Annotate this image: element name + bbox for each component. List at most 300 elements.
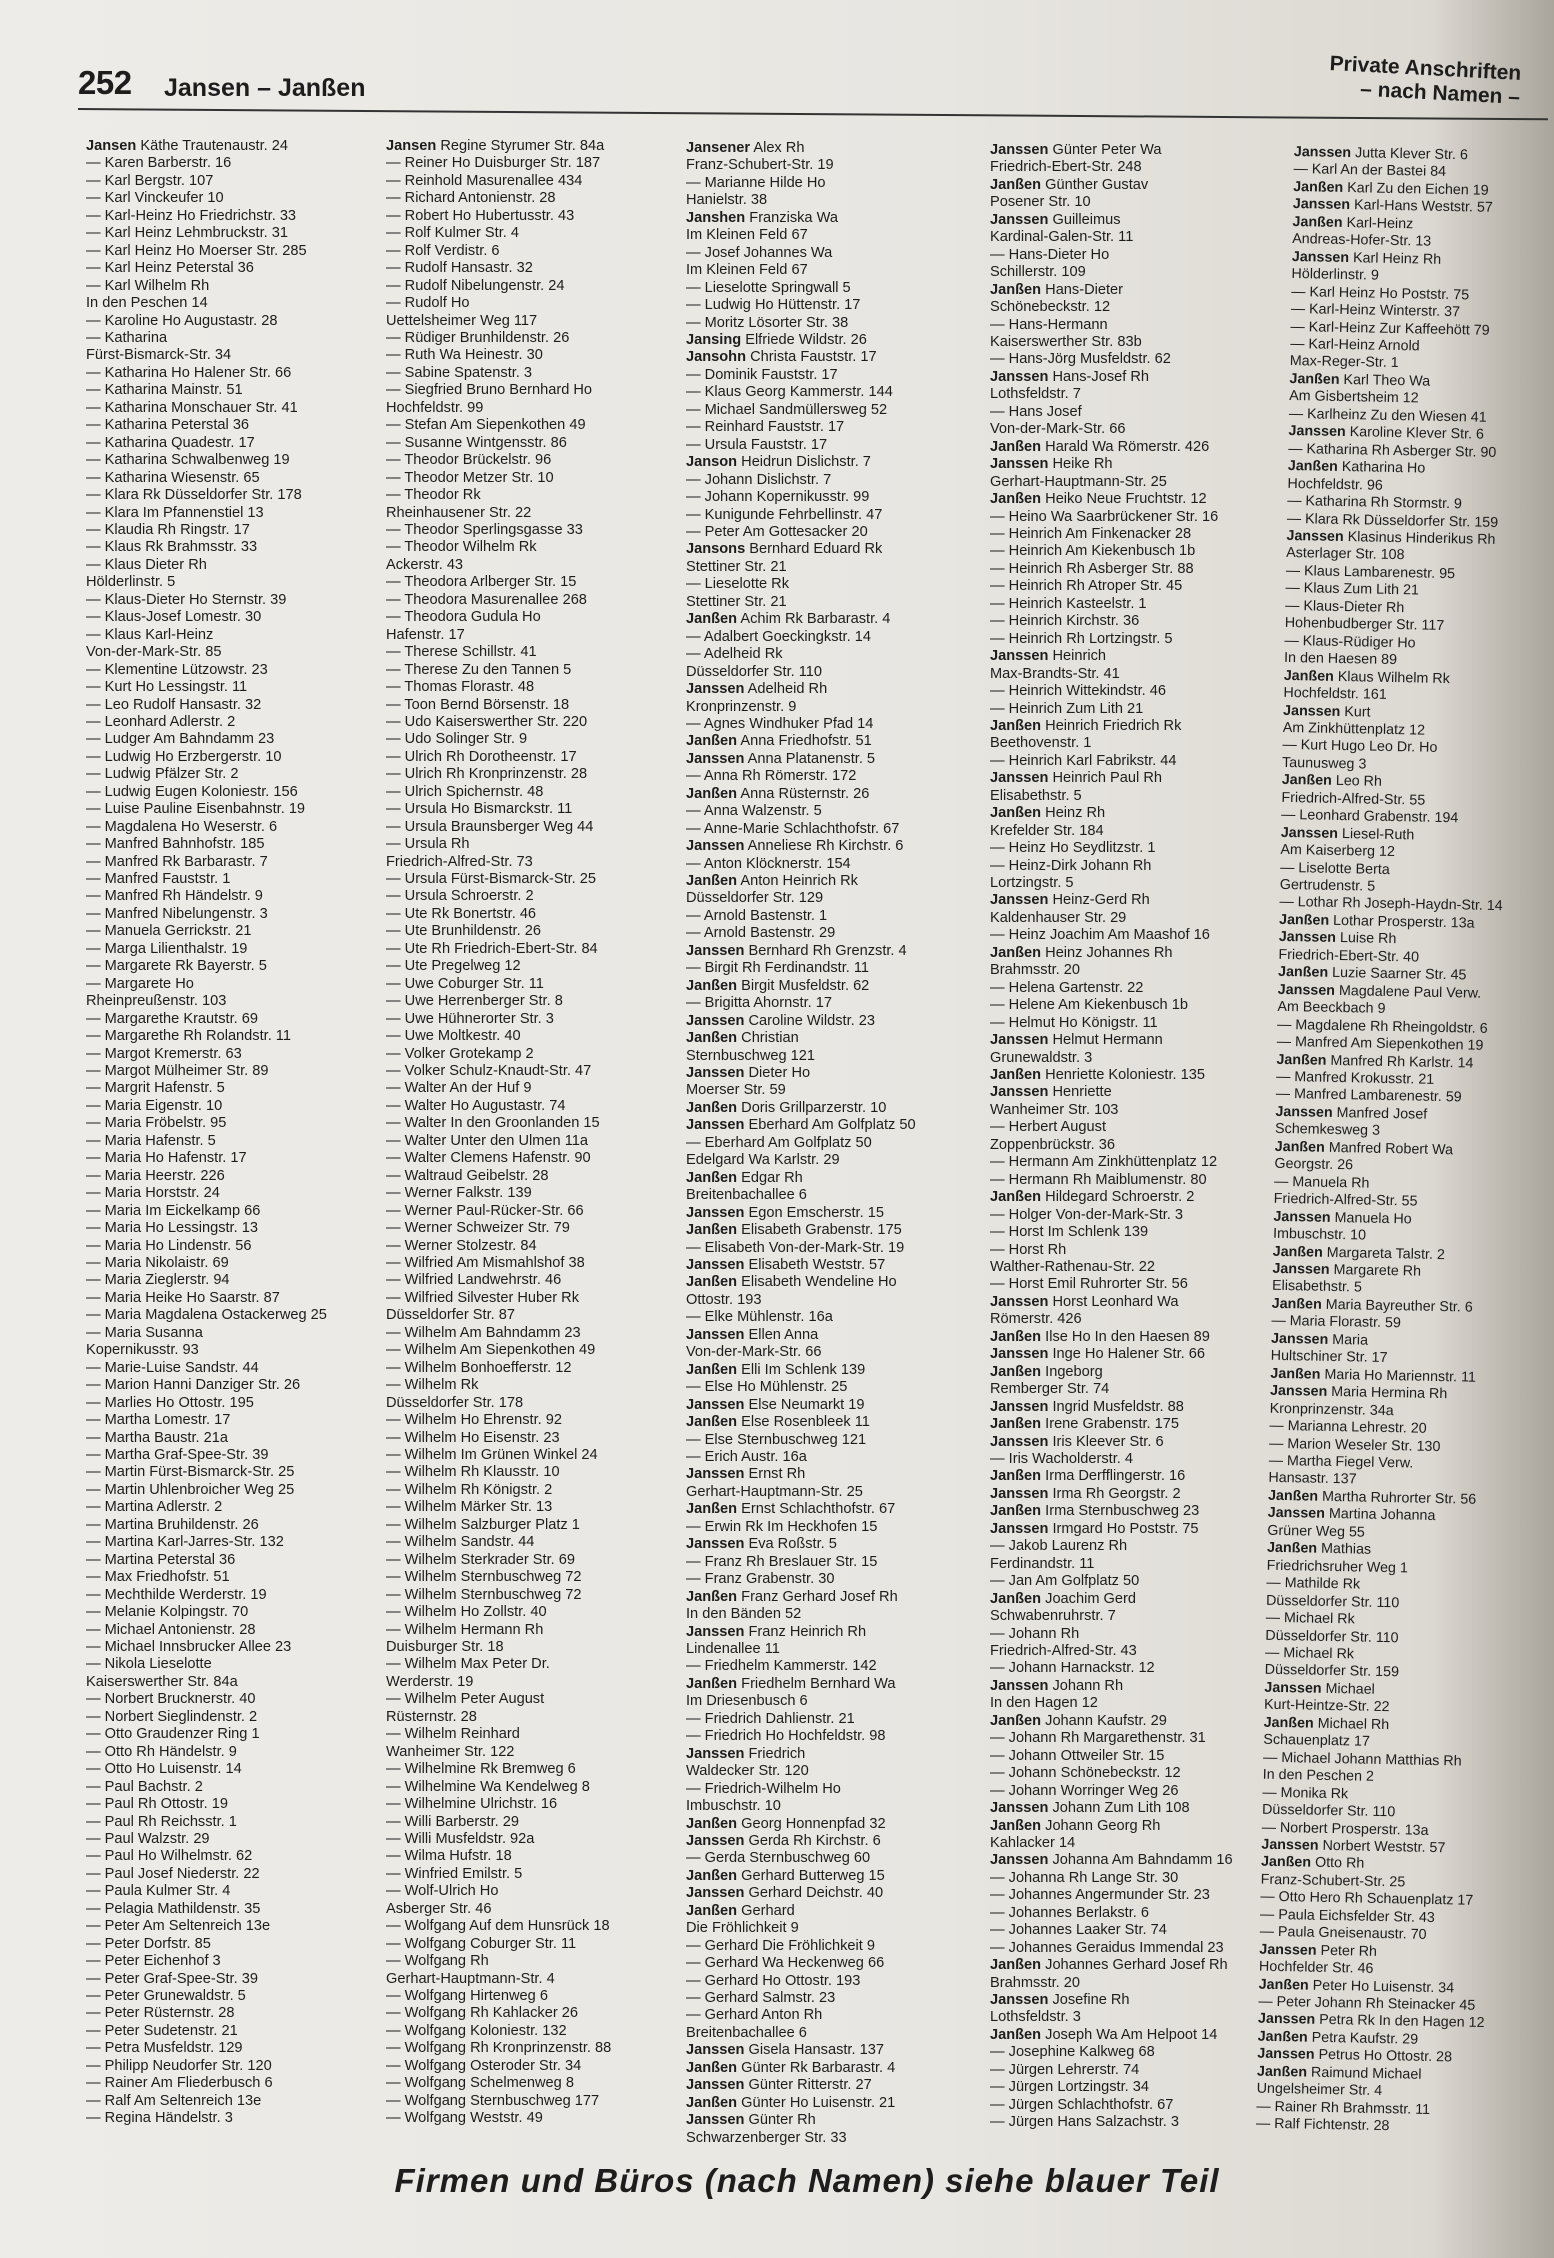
- directory-entry: [686, 629, 982, 646]
- entry-surname: Janson: [686, 454, 738, 471]
- entry-text: Achim Rk Barbarastr. 4: [737, 611, 891, 628]
- directory-entry: [386, 697, 682, 714]
- directory-entry: [86, 836, 382, 853]
- directory-entry: [86, 1831, 382, 1848]
- entry-text: — Dominik Fauststr. 17: [686, 366, 838, 383]
- entry-text: — Magdalena Ho Weserstr. 6: [86, 818, 278, 835]
- directory-entry: [86, 155, 382, 172]
- directory-entry: [990, 1102, 1286, 1119]
- entry-text: — Klara Rk Düsseldorfer Str. 178: [86, 487, 302, 504]
- directory-entry: [386, 1587, 682, 1604]
- entry-text: — Lothar Rh Joseph-Haydn-Str. 14: [1279, 894, 1503, 915]
- entry-surname: Janßen: [990, 438, 1042, 455]
- entry-text: — Walter In den Groonlanden 15: [386, 1115, 600, 1132]
- entry-text: — Wilhelm Max Peter Dr.: [386, 1656, 550, 1673]
- entry-text: — Leo Rudolf Hansastr. 32: [86, 696, 262, 713]
- directory-entry: [86, 1639, 382, 1656]
- entry-text: — Peter Am Gottesacker 20: [686, 523, 868, 540]
- directory-entry: [686, 1606, 982, 1623]
- directory-entry: [86, 1953, 382, 1970]
- directory-entry: [990, 1137, 1286, 1154]
- directory-entry: [86, 1028, 382, 1045]
- entry-surname: Janßen: [1260, 1854, 1312, 1872]
- directory-entry: [686, 1205, 982, 1222]
- entry-text: — Max Friedhofstr. 51: [86, 1569, 230, 1586]
- entry-text: Franz-Schubert-Str. 25: [1260, 1871, 1406, 1891]
- directory-entry: [86, 243, 382, 260]
- entry-surname: Janßen: [686, 1099, 738, 1116]
- directory-entry: [686, 1414, 982, 1431]
- entry-text: — Werner Paul-Rücker-Str. 66: [386, 1202, 584, 1219]
- entry-surname: Janssen: [686, 1012, 745, 1029]
- entry-text: Friedrich-Alfred-Str. 43: [990, 1642, 1137, 1659]
- entry-text: Hohenbudberger Str. 117: [1284, 615, 1445, 635]
- entry-text: — Wilhelm Im Grünen Winkel 24: [386, 1446, 598, 1463]
- directory-entry: [686, 507, 982, 524]
- directory-entry: [86, 1779, 382, 1796]
- directory-entry: [686, 1065, 982, 1082]
- entry-surname: Janßen: [1289, 370, 1340, 388]
- directory-entry: [86, 731, 382, 748]
- directory-entry: [386, 1936, 682, 1953]
- entry-text: Kurt: [1340, 703, 1371, 721]
- entry-text: Imbuschstr. 10: [686, 1798, 781, 1815]
- entry-text: — Maria Susanna: [86, 1324, 203, 1341]
- directory-entry: [86, 1499, 382, 1516]
- directory-entry: [686, 2042, 982, 2059]
- entry-text: Lothsfeldstr. 7: [990, 386, 1081, 403]
- page-header: [78, 51, 1538, 110]
- entry-text: — Theodor Metzer Str. 10: [386, 469, 554, 486]
- directory-entry: [386, 1150, 682, 1167]
- directory-entry: [386, 906, 682, 923]
- directory-entry: [386, 487, 682, 504]
- directory-entry: [386, 1831, 682, 1848]
- directory-entry: [990, 858, 1286, 875]
- entry-text: — Friedrich Dahlienstr. 21: [686, 1710, 855, 1727]
- entry-text: — Werner Schweizer Str. 79: [386, 1220, 570, 1237]
- directory-entry: [990, 1626, 1286, 1643]
- directory-entry: [86, 400, 382, 417]
- entry-surname: Janßen: [1276, 1051, 1327, 1069]
- entry-text: In den Peschen 2: [1262, 1766, 1375, 1785]
- entry-text: — Klaudia Rh Ringstr. 17: [86, 521, 250, 538]
- entry-text: — Maria Ho Hafenstr. 17: [86, 1150, 247, 1167]
- entry-surname: Janßen: [686, 1902, 738, 1919]
- entry-text: — Siegfried Bruno Bernhard Ho: [386, 382, 593, 399]
- entry-text: — Wilhelm Ho Zollstr. 40: [386, 1604, 547, 1621]
- directory-entry: [86, 1796, 382, 1813]
- directory-entry: [990, 1521, 1286, 1538]
- entry-text: Martina Johanna: [1324, 1506, 1436, 1525]
- directory-entry: [990, 631, 1286, 648]
- directory-entry: [86, 923, 382, 940]
- directory-entry: [686, 332, 982, 349]
- entry-text: Karl-Heinz: [1342, 214, 1414, 233]
- entry-text: — Martha Fiegel Verw.: [1268, 1452, 1414, 1472]
- entry-surname: Janßen: [686, 873, 738, 890]
- directory-entry: [386, 155, 682, 172]
- directory-entry: [86, 749, 382, 766]
- directory-entry: [386, 1342, 682, 1359]
- directory-entry: [686, 1082, 982, 1099]
- directory-entry: [686, 1798, 982, 1815]
- entry-text: — Klara Im Pfannenstiel 13: [86, 504, 264, 521]
- directory-entry: [990, 1364, 1286, 1381]
- entry-text: Ilse Ho In den Haesen 89: [1041, 1328, 1210, 1345]
- entry-text: — Johannes Laaker Str. 74: [990, 1922, 1167, 1939]
- entry-text: — Helmut Ho Königstr. 11: [990, 1014, 1158, 1031]
- entry-text: — Hans-Dieter Ho: [990, 246, 1110, 263]
- directory-entry: [686, 856, 982, 873]
- directory-entry: [990, 1207, 1286, 1224]
- entry-text: Friedrich-Ebert-Str. 40: [1278, 946, 1420, 966]
- directory-entry: [386, 1674, 682, 1691]
- entry-text: — Paula Gneisenaustr. 70: [1259, 1923, 1427, 1944]
- entry-surname: Janssen: [686, 1832, 745, 1849]
- directory-entry: [990, 194, 1286, 211]
- entry-text: — Richard Antonienstr. 28: [386, 190, 556, 207]
- directory-entry: [86, 574, 382, 591]
- directory-entry: [86, 1622, 382, 1639]
- entry-text: — Paul Walzstr. 29: [86, 1830, 210, 1847]
- directory-entry: [386, 2040, 682, 2057]
- entry-text: — Uwe Coburger Str. 11: [386, 975, 544, 992]
- entry-text: — Heinz Joachim Am Maashof 16: [990, 927, 1210, 944]
- directory-entry: [86, 1656, 382, 1673]
- entry-text: Manuela Ho: [1330, 1209, 1412, 1228]
- directory-entry: [386, 1482, 682, 1499]
- entry-text: — Marie-Luise Sandstr. 44: [86, 1359, 259, 1376]
- directory-entry: [990, 1067, 1286, 1084]
- entry-text: — Katharina Wiesenstr. 65: [86, 469, 260, 486]
- entry-text: — Peter Sudetenstr. 21: [86, 2022, 238, 2039]
- entry-text: — Karoline Ho Augustastr. 28: [86, 312, 278, 329]
- entry-surname: Janßen: [990, 1712, 1042, 1729]
- directory-entry: [86, 452, 382, 469]
- entry-surname: Jansen: [386, 138, 437, 154]
- entry-text: Gerda Rh Kirchstr. 6: [744, 1832, 881, 1849]
- directory-entry: [86, 714, 382, 731]
- entry-text: Eberhard Am Golfplatz 50: [744, 1117, 916, 1134]
- directory-entry: [686, 1641, 982, 1658]
- entry-text: — Michael Antonienstr. 28: [86, 1621, 256, 1638]
- directory-entry: [86, 888, 382, 905]
- entry-surname: Janssen: [1273, 1208, 1331, 1226]
- entry-text: Ernst Rh: [744, 1466, 806, 1483]
- directory-entry: [990, 1643, 1286, 1660]
- directory-entry: [86, 609, 382, 626]
- entry-surname: Janßen: [1278, 911, 1330, 929]
- directory-entry: [386, 295, 682, 312]
- entry-text: — Johannes Berlakstr. 6: [990, 1904, 1149, 1921]
- entry-text: — Johann Dislichstr. 7: [686, 471, 832, 488]
- entry-text: — Jürgen Lehrerstr. 74: [990, 2061, 1140, 2078]
- entry-text: — Ludger Am Bahndamm 23: [86, 731, 275, 748]
- directory-entry: [86, 854, 382, 871]
- directory-entry: [686, 1990, 982, 2007]
- entry-text: Am Kaiserberg 12: [1280, 841, 1396, 861]
- entry-surname: Jansohn: [686, 349, 747, 366]
- directory-entry: [686, 1257, 982, 1274]
- entry-surname: Janssen: [1267, 1505, 1326, 1523]
- directory-entry: [990, 683, 1286, 700]
- entry-surname: Janssen: [686, 1466, 745, 1483]
- entry-text: — Kunigunde Fehrbellinstr. 47: [686, 506, 883, 523]
- directory-entry: [86, 505, 382, 522]
- entry-surname: Janßen: [1281, 772, 1332, 790]
- directory-entry: [990, 578, 1286, 595]
- directory-entry: [990, 788, 1286, 805]
- directory-entry: [686, 1920, 982, 1937]
- directory-entry: [686, 1327, 982, 1344]
- directory-entry: [990, 1486, 1286, 1503]
- directory-entry: [86, 1604, 382, 1621]
- entry-text: — Klaus Rk Brahmsstr. 33: [86, 539, 258, 556]
- entry-text: — Horst Rh: [990, 1241, 1067, 1258]
- entry-surname: Janssen: [686, 2042, 745, 2059]
- entry-text: — Luise Pauline Eisenbahnstr. 19: [86, 801, 306, 818]
- entry-text: — Karl-Heinz Zur Kaffeehött 79: [1290, 318, 1490, 339]
- directory-entry: [990, 1224, 1286, 1241]
- directory-entry: [990, 1678, 1286, 1695]
- entry-surname: Janßen: [1277, 964, 1329, 982]
- entry-text: Manfred Rh Karlstr. 14: [1326, 1052, 1474, 1072]
- directory-entry: [990, 1695, 1286, 1712]
- entry-text: — Horst Emil Ruhrorter Str. 56: [990, 1276, 1188, 1293]
- directory-entry: [386, 749, 682, 766]
- directory-entry: [386, 330, 682, 347]
- directory-entry: [990, 1416, 1286, 1433]
- directory-entry: [86, 1464, 382, 1481]
- entry-text: Liesel-Ruth: [1337, 825, 1415, 844]
- entry-text: — Karl Vinckeufer 10: [86, 190, 224, 207]
- directory-entry: [86, 1883, 382, 1900]
- entry-text: — Theodor Brückelstr. 96: [386, 452, 552, 469]
- directory-entry: [386, 574, 682, 591]
- entry-text: Birgit Musfeldstr. 62: [737, 977, 870, 994]
- directory-entry: [86, 225, 382, 242]
- entry-text: — Ursula Braunsberger Weg 44: [386, 818, 594, 835]
- entry-text: Irene Grabenstr. 175: [1041, 1416, 1180, 1433]
- entry-text: Sternbuschweg 121: [686, 1047, 815, 1064]
- entry-text: — Franz Grabenstr. 30: [686, 1571, 835, 1588]
- entry-text: Johannes Gerhard Josef Rh: [1041, 1957, 1228, 1974]
- entry-text: Raimund Michael: [1306, 2064, 1422, 2083]
- entry-surname: Janssen: [990, 1346, 1049, 1363]
- entry-text: — Paul Bachstr. 2: [86, 1778, 203, 1795]
- entry-text: — Maria Fröbelstr. 95: [86, 1115, 227, 1132]
- directory-entry: [86, 941, 382, 958]
- directory-entry: [990, 386, 1286, 403]
- entry-text: — Helena Gartenstr. 22: [990, 979, 1144, 996]
- entry-text: Hochfeldstr. 99: [386, 399, 484, 416]
- entry-text: — Martin Fürst-Bismarck-Str. 25: [86, 1464, 295, 1481]
- entry-surname: Janßen: [1292, 213, 1343, 231]
- directory-entry: [686, 2095, 982, 2112]
- directory-entry: [86, 1238, 382, 1255]
- column-2: [386, 138, 682, 2128]
- entry-text: — Horst Im Schlenk 139: [990, 1224, 1149, 1241]
- directory-entry: [86, 1080, 382, 1097]
- entry-text: Irma Derfflingerstr. 16: [1041, 1468, 1186, 1485]
- entry-surname: Janssen: [990, 456, 1049, 473]
- directory-entry: [86, 1430, 382, 1447]
- directory-entry: [686, 890, 982, 907]
- entry-text: — Maria Florastr. 59: [1271, 1313, 1402, 1332]
- directory-entry: [990, 1468, 1286, 1485]
- entry-surname: Janßen: [990, 491, 1042, 508]
- directory-entry: [686, 821, 982, 838]
- directory-entry: [686, 1973, 982, 1990]
- directory-entry: [686, 1344, 982, 1361]
- entry-text: — Wilhelm Salzburger Platz 1: [386, 1516, 580, 1533]
- directory-entry: [990, 1765, 1286, 1782]
- directory-entry: [386, 1307, 682, 1324]
- entry-text: Magdalene Paul Verw.: [1334, 982, 1482, 1002]
- directory-entry: [386, 347, 682, 364]
- entry-text: — Uwe Hühnerorter Str. 3: [386, 1010, 554, 1027]
- entry-surname: Janssen: [1269, 1382, 1328, 1401]
- directory-entry: [386, 1133, 682, 1150]
- entry-text: Gerhard Deichstr. 40: [744, 1885, 884, 1902]
- entry-surname: Janssen: [990, 1084, 1049, 1101]
- entry-text: — Willi Musfeldstr. 92a: [386, 1830, 535, 1847]
- directory-entry: [86, 330, 382, 347]
- entry-text: — Walter Ho Augustastr. 74: [386, 1097, 566, 1114]
- entry-text: — Friedhelm Kammerstr. 142: [686, 1658, 877, 1675]
- entry-text: — Martina Bruhildenstr. 26: [86, 1516, 259, 1533]
- entry-text: Hansastr. 137: [1268, 1470, 1357, 1488]
- entry-text: — Johanna Rh Lange Str. 30: [990, 1869, 1179, 1886]
- entry-text: — Maria Horststr. 24: [86, 1185, 220, 1202]
- entry-text: — Werner Falkstr. 139: [386, 1185, 532, 1202]
- entry-text: — Wolfgang Hirtenweg 6: [386, 1988, 548, 2005]
- entry-text: Luise Rh: [1335, 930, 1397, 948]
- directory-entry: [686, 681, 982, 698]
- entry-text: — Jürgen Hans Salzachstr. 3: [990, 2114, 1179, 2131]
- entry-text: — Otto Rh Händelstr. 9: [86, 1743, 237, 1760]
- entry-text: — Johannes Angermunder Str. 23: [990, 1887, 1210, 1904]
- entry-text: — Martha Baustr. 21a: [86, 1429, 228, 1446]
- entry-surname: Janssen: [990, 211, 1049, 228]
- entry-text: — Philipp Neudorfer Str. 120: [86, 2057, 272, 2074]
- directory-entry: [386, 382, 682, 399]
- entry-text: — Klaus-Josef Lomestr. 30: [86, 609, 262, 626]
- entry-text: — Leonhard Grabenstr. 194: [1280, 807, 1459, 827]
- entry-text: — Ursula Fauststr. 17: [686, 436, 828, 453]
- directory-entry: [990, 404, 1286, 421]
- directory-entry: [686, 559, 982, 576]
- entry-surname: Janßen: [1267, 1487, 1319, 1505]
- directory-entry: [86, 278, 382, 295]
- entry-text: — Klaus-Rüdiger Ho: [1284, 632, 1416, 652]
- entry-text: — Walter Unter den Ulmen 11a: [386, 1132, 588, 1149]
- entry-text: — Wilhelmine Rk Bremweg 6: [386, 1761, 576, 1778]
- entry-text: Lindenallee 11: [686, 1640, 780, 1657]
- directory-entry: [386, 993, 682, 1010]
- directory-entry: [990, 264, 1286, 281]
- entry-surname: Janssen: [990, 1852, 1049, 1869]
- entry-text: Irma Sternbuschweg 23: [1041, 1503, 1200, 1520]
- entry-text: Schemkesweg 3: [1274, 1121, 1381, 1140]
- directory-entry: [386, 1988, 682, 2005]
- entry-surname: Janssen: [1278, 929, 1337, 947]
- entry-text: Schwarzenberger Str. 33: [686, 2129, 847, 2146]
- entry-text: — Rolf Kulmer Str. 4: [386, 225, 520, 242]
- entry-text: — Anna Rh Römerstr. 172: [686, 768, 857, 785]
- directory-entry: [686, 1554, 982, 1571]
- directory-entry: [86, 1011, 382, 1028]
- entry-text: — Ursula Schroerstr. 2: [386, 888, 534, 905]
- entry-text: — Winfried Emilstr. 5: [386, 1865, 523, 1882]
- directory-entry: [990, 1172, 1286, 1189]
- entry-text: Düsseldorfer Str. 178: [386, 1394, 524, 1411]
- entry-text: — Theodora Arlberger Str. 15: [386, 574, 577, 591]
- entry-text: — Wilhelm Am Bahndamm 23: [386, 1324, 581, 1341]
- entry-surname: Janßen: [990, 1067, 1042, 1084]
- entry-text: Elisabeth Wendeline Ho: [737, 1274, 897, 1291]
- entry-text: Stettiner Str. 21: [686, 558, 787, 575]
- entry-text: — Ute Brunhildenstr. 26: [386, 923, 541, 940]
- directory-entry: [686, 1309, 982, 1326]
- entry-text: — Klaus Karl-Heinz: [86, 626, 214, 643]
- entry-text: Rheinpreußenstr. 103: [86, 993, 227, 1010]
- entry-text: Günter Peter Wa: [1048, 142, 1162, 158]
- entry-text: — Mathilde Rk: [1266, 1574, 1361, 1593]
- entry-surname: Janssen: [1282, 702, 1341, 720]
- directory-entry: [86, 1098, 382, 1115]
- entry-text: Bernhard Eduard Rk: [745, 541, 883, 558]
- entry-text: Edelgard Wa Karlstr. 29: [686, 1152, 840, 1169]
- directory-entry: [386, 173, 682, 190]
- entry-text: — Margarete Ho: [86, 975, 194, 992]
- entry-text: — Ulrich Rh Dorotheenstr. 17: [386, 748, 577, 765]
- directory-entry: [386, 1046, 682, 1063]
- entry-surname: Janßen: [1283, 667, 1335, 685]
- entry-text: — Udo Kaiserswerther Str. 220: [386, 713, 588, 730]
- entry-surname: Janssen: [990, 648, 1049, 665]
- directory-entry: [86, 539, 382, 556]
- entry-text: — Wilfried Am Mismahlshof 38: [386, 1255, 585, 1271]
- directory-entry: [86, 1447, 382, 1464]
- directory-entry: [990, 1276, 1286, 1293]
- entry-text: Zoppenbrückstr. 36: [990, 1136, 1115, 1153]
- entry-text: Hans-Josef Rh: [1048, 368, 1149, 385]
- entry-surname: Janßen: [686, 785, 738, 802]
- directory-entry: [86, 173, 382, 190]
- entry-text: Günter Ho Luisenstr. 21: [737, 2094, 896, 2111]
- entry-text: Peter Ho Luisenstr. 34: [1308, 1977, 1455, 1996]
- entry-text: Kaldenhauser Str. 29: [990, 909, 1127, 926]
- entry-text: — Maria Heerstr. 226: [86, 1167, 225, 1184]
- entry-text: — Johann Rh: [990, 1625, 1080, 1642]
- entry-text: Edgar Rh: [737, 1169, 803, 1186]
- entry-text: — Ursula Ho Bismarckstr. 11: [386, 801, 573, 818]
- entry-surname: Janßen: [1271, 1295, 1322, 1313]
- entry-text: Ingeborg: [1041, 1363, 1103, 1380]
- directory-entry: [990, 1713, 1286, 1730]
- entry-text: — Johann Ottweiler Str. 15: [990, 1747, 1165, 1764]
- directory-entry: [386, 1848, 682, 1865]
- entry-surname: Janßen: [686, 1501, 738, 1518]
- entry-surname: Janssen: [1259, 1941, 1317, 1959]
- entry-text: Norbert Weststr. 57: [1318, 1837, 1446, 1857]
- entry-text: — Ruth Wa Heinestr. 30: [386, 347, 543, 364]
- entry-surname: Janßen: [990, 1817, 1042, 1834]
- directory-entry: [86, 627, 382, 644]
- entry-text: — Mechthilde Werderstr. 19: [86, 1586, 267, 1603]
